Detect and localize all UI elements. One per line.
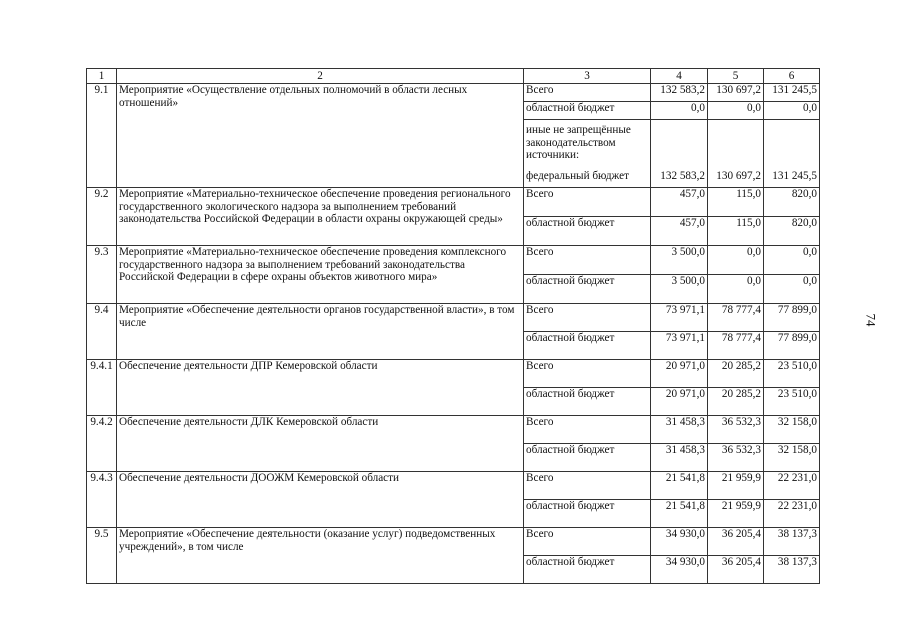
value-col5: 36 205,4 [708,556,764,584]
row-code: 9.4.1 [87,360,117,416]
value-col4: 20 971,0 [651,388,708,416]
row-name: Мероприятие «Обеспечение деятельности органов государственной власти», в том числе [117,304,524,360]
value-col6: 38 137,3 [764,556,820,584]
source-label: областной бюджет [524,332,651,360]
row-code: 9.2 [87,188,117,246]
value-col5: 130 697,2 [708,170,764,188]
row-name: Мероприятие «Обеспечение деятельности (оказание услуг) подведомственных учреждений», в том числе [117,528,524,584]
row-code: 9.4.2 [87,416,117,472]
value-col5: 78 777,4 [708,332,764,360]
source-label: Всего [524,304,651,332]
row-name: Мероприятие «Осуществление отдельных полномочий в области лесных отношений» [117,84,524,188]
table-header-row [87,69,820,84]
value-col4: 73 971,1 [651,332,708,360]
table-row [87,188,820,217]
value-col6: 77 899,0 [764,332,820,360]
row-code: 9.3 [87,246,117,304]
source-label: Всего [524,472,651,500]
value-col6: 23 510,0 [764,388,820,416]
header-cell-5: 5 [708,69,764,84]
table-row [87,246,820,275]
row-name: Обеспечение деятельности ДЛК Кемеровской области [117,416,524,472]
value-col5: 0,0 [708,275,764,304]
row-code: 9.4.3 [87,472,117,528]
value-col4: 457,0 [651,217,708,246]
value-col4: 21 541,8 [651,500,708,528]
value-col6: 23 510,0 [764,360,820,388]
table-row [87,528,820,556]
value-col6: 131 245,5 [764,170,820,188]
value-col4: 3 500,0 [651,275,708,304]
header-cell-3: 3 [524,69,651,84]
row-code: 9.5 [87,528,117,584]
source-label: областной бюджет [524,500,651,528]
row-code: 9.4 [87,304,117,360]
table-row [87,472,820,500]
source-label: Всего [524,416,651,444]
row-name: Мероприятие «Материально-техническое обеспечение проведения комплексного государственного надзора за выполнением требований законодательства Российской Федерации в сфере охраны объектов животного мира» [117,246,524,304]
value-col5: 20 285,2 [708,388,764,416]
value-col6: 820,0 [764,217,820,246]
source-label: областной бюджет [524,102,651,120]
value-col6: 0,0 [764,275,820,304]
value-col4: 21 541,8 [651,472,708,500]
value-col5 [708,120,764,170]
value-col4: 31 458,3 [651,416,708,444]
value-col5: 21 959,9 [708,472,764,500]
table-row [87,360,820,388]
source-label: Всего [524,84,651,102]
header-cell-6: 6 [764,69,820,84]
value-col5: 36 532,3 [708,444,764,472]
source-label: областной бюджет [524,444,651,472]
value-col4: 73 971,1 [651,304,708,332]
value-col6: 0,0 [764,102,820,120]
source-label: Всего [524,360,651,388]
source-label: областной бюджет [524,556,651,584]
header-cell-4: 4 [651,69,708,84]
value-col6: 22 231,0 [764,472,820,500]
value-col4: 3 500,0 [651,246,708,275]
header-cell-1: 1 [87,69,117,84]
table-row [87,304,820,332]
source-label: областной бюджет [524,388,651,416]
value-col4: 132 583,2 [651,84,708,102]
row-name: Мероприятие «Материально-техническое обеспечение проведения регионального государственного экологического надзора за выполнением требований законодательства Российской Федерации в области охраны окружающей среды» [117,188,524,246]
value-col5: 115,0 [708,217,764,246]
value-col5: 20 285,2 [708,360,764,388]
source-label: областной бюджет [524,275,651,304]
source-label: областной бюджет [524,217,651,246]
value-col6: 131 245,5 [764,84,820,102]
value-col5: 130 697,2 [708,84,764,102]
source-label: Всего [524,246,651,275]
table-row [87,84,820,102]
value-col4: 31 458,3 [651,444,708,472]
source-label: федеральный бюджет [524,170,651,188]
value-col5: 21 959,9 [708,500,764,528]
value-col5: 0,0 [708,246,764,275]
source-label: Всего [524,188,651,217]
value-col5: 78 777,4 [708,304,764,332]
value-col6: 32 158,0 [764,416,820,444]
value-col5: 36 205,4 [708,528,764,556]
budget-table [86,68,820,584]
value-col6: 77 899,0 [764,304,820,332]
value-col4: 132 583,2 [651,170,708,188]
value-col6: 0,0 [764,246,820,275]
value-col6: 38 137,3 [764,528,820,556]
value-col5: 115,0 [708,188,764,217]
value-col5: 0,0 [708,102,764,120]
value-col4: 34 930,0 [651,528,708,556]
value-col6: 820,0 [764,188,820,217]
table-row [87,416,820,444]
row-code: 9.1 [87,84,117,188]
page-number: 74 [863,313,879,327]
value-col4: 20 971,0 [651,360,708,388]
value-col4: 34 930,0 [651,556,708,584]
value-col4 [651,120,708,170]
value-col6: 22 231,0 [764,500,820,528]
value-col6: 32 158,0 [764,444,820,472]
source-label: Всего [524,528,651,556]
row-name: Обеспечение деятельности ДПР Кемеровской области [117,360,524,416]
value-col4: 457,0 [651,188,708,217]
value-col5: 36 532,3 [708,416,764,444]
row-name: Обеспечение деятельности ДООЖМ Кемеровской области [117,472,524,528]
value-col6 [764,120,820,170]
header-cell-2: 2 [117,69,524,84]
source-label: иные не запрещённые законодательством источники: [524,120,651,170]
value-col4: 0,0 [651,102,708,120]
